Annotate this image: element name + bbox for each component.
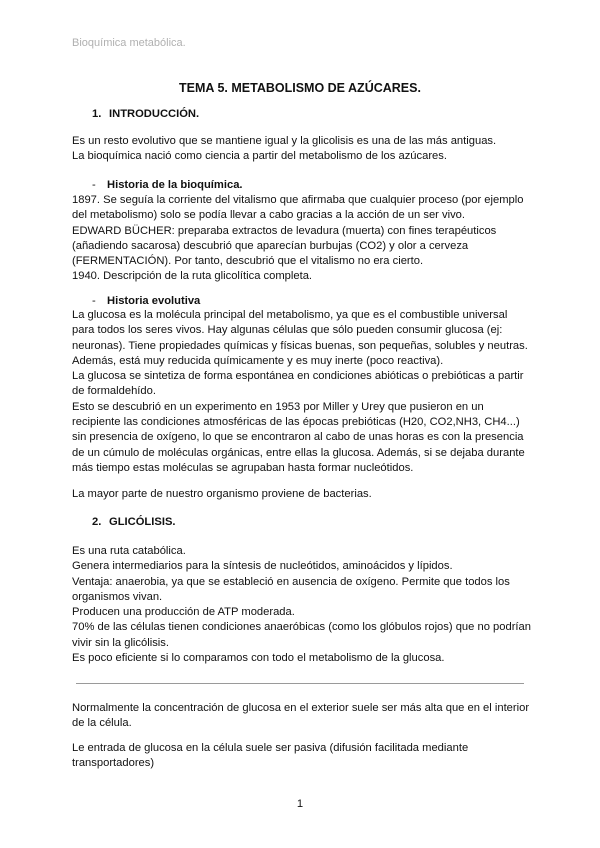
- concentration-paragraph: [72, 701, 534, 732]
- section-1-title: INTRODUCCIÓN.: [109, 108, 200, 120]
- text-line: La glucosa se sintetiza de forma espontánea en condiciones abióticas o prebióticas a partir: [72, 370, 524, 383]
- section-2-heading: [92, 516, 176, 528]
- text-line: Ventaja: anaerobia, ya que se estableció en ausencia de oxígeno. Permite que todos los: [72, 575, 510, 588]
- text-line: La mayor parte de nuestro organismo proviene de bacterias.: [72, 488, 372, 500]
- section-1-number: 1.: [92, 108, 102, 120]
- text-line: Es poco eficiente si lo comparamos con todo el metabolismo de la glucosa.: [72, 652, 445, 665]
- subsection-history-heading: [92, 179, 243, 191]
- intro-line: La bioquímica nació como ciencia a partir del metabolismo de los azúcares.: [72, 150, 447, 163]
- history-paragraph: [72, 193, 534, 285]
- text-line: neuronas). Tiene propiedades químicas y físicas buenas, son pequeñas, solubles y neutras.: [72, 339, 528, 352]
- text-line: organismos vivan.: [72, 590, 163, 603]
- transport-paragraph: [72, 741, 534, 772]
- text-line: de la célula.: [72, 717, 132, 730]
- text-line: Producen una producción de ATP moderada.: [72, 606, 295, 619]
- bullet-dash: -: [92, 295, 96, 307]
- text-line: más tiempo estas moléculas se agrupaban hasta formar nucleótidos.: [72, 461, 414, 474]
- text-line: sin presencia de oxígeno, lo que se encontraron al cabo de unas horas es con la presencia: [72, 431, 524, 444]
- horizontal-divider: [76, 683, 524, 684]
- text-line: para todos los seres vivos. Hay algunas células que sólo pueden consumir glucosa (ej:: [72, 324, 503, 337]
- text-line: Le entrada de glucosa en la célula suele ser pasiva (difusión facilitada mediante: [72, 742, 469, 754]
- text-line: 1897. Se seguía la corriente del vitalismo que afirmaba que cualquier proceso (por ejemplo: [72, 194, 524, 206]
- intro-line: Es un resto evolutivo que se mantiene igual y la glicolisis es una de las más antiguas.: [72, 135, 497, 147]
- text-line: 70% de las células tienen condiciones anaeróbicas (como los glóbulos rojos) que no podrían: [72, 621, 531, 634]
- text-line: La glucosa es la molécula principal del metabolismo, ya que es el combustible universal: [72, 309, 508, 321]
- evolution-paragraph: [72, 308, 534, 476]
- page-number: 1: [296, 798, 304, 810]
- section-1-heading: [92, 108, 199, 120]
- text-line: 1940. Descripción de la ruta glicolítica completa.: [72, 270, 313, 283]
- glycolysis-paragraph: [72, 544, 534, 666]
- document-title: TEMA 5. METABOLISMO DE AZÚCARES.: [179, 81, 421, 95]
- text-line: recipiente las condiciones atmosféricas de las épocas prebióticas (H20, CO2,NH3, CH4...): [72, 416, 520, 429]
- running-header: Bioquímica metabólica.: [72, 37, 186, 49]
- text-line: de un cúmulo de moléculas orgánicas, entre ellas la glucosa. Además, si se dejaba durante: [72, 446, 525, 459]
- text-line: transportadores): [72, 757, 155, 770]
- section-2-number: 2.: [92, 516, 102, 528]
- bullet-dash: -: [92, 179, 96, 191]
- subsection-evolution-title: Historia evolutiva: [107, 295, 201, 307]
- subsection-history-title: Historia de la bioquímica.: [107, 179, 243, 191]
- text-line: Es una ruta catabólica.: [72, 545, 186, 557]
- bacteria-paragraph: [72, 487, 534, 502]
- text-line: de formaldehído.: [72, 385, 156, 398]
- text-line: Normalmente la concentración de glucosa en el exterior suele ser más alta que en el interior: [72, 702, 530, 714]
- text-line: (FERMENTACIÓN). Por tanto, descubrió que el vitalismo no era cierto.: [72, 255, 424, 268]
- text-line: vivir sin la glicólisis.: [72, 636, 169, 649]
- text-line: del metabolismo) solo se podía llevar a cabo gracias a la acción de un ser vivo.: [72, 209, 466, 222]
- intro-paragraph: [72, 134, 534, 165]
- text-line: Genera intermediarios para la síntesis de nucleótidos, aminoácidos y lípidos.: [72, 560, 453, 573]
- text-line: Esto se descubrió en un experimento en 1953 por Miller y Urey que pusieron en un: [72, 400, 484, 413]
- subsection-evolution-heading: [92, 295, 200, 307]
- text-line: EDWARD BÜCHER: preparaba extractos de levadura (muerta) con fines terapéuticos: [72, 224, 497, 237]
- text-line: Además, está muy reducida químicamente y es muy inerte (poco reactiva).: [72, 354, 444, 367]
- text-line: (añadiendo sacarosa) descubrió que aparecían burbujas (CO2) y olor a cerveza: [72, 239, 469, 252]
- section-2-title: GLICÓLISIS.: [109, 516, 176, 528]
